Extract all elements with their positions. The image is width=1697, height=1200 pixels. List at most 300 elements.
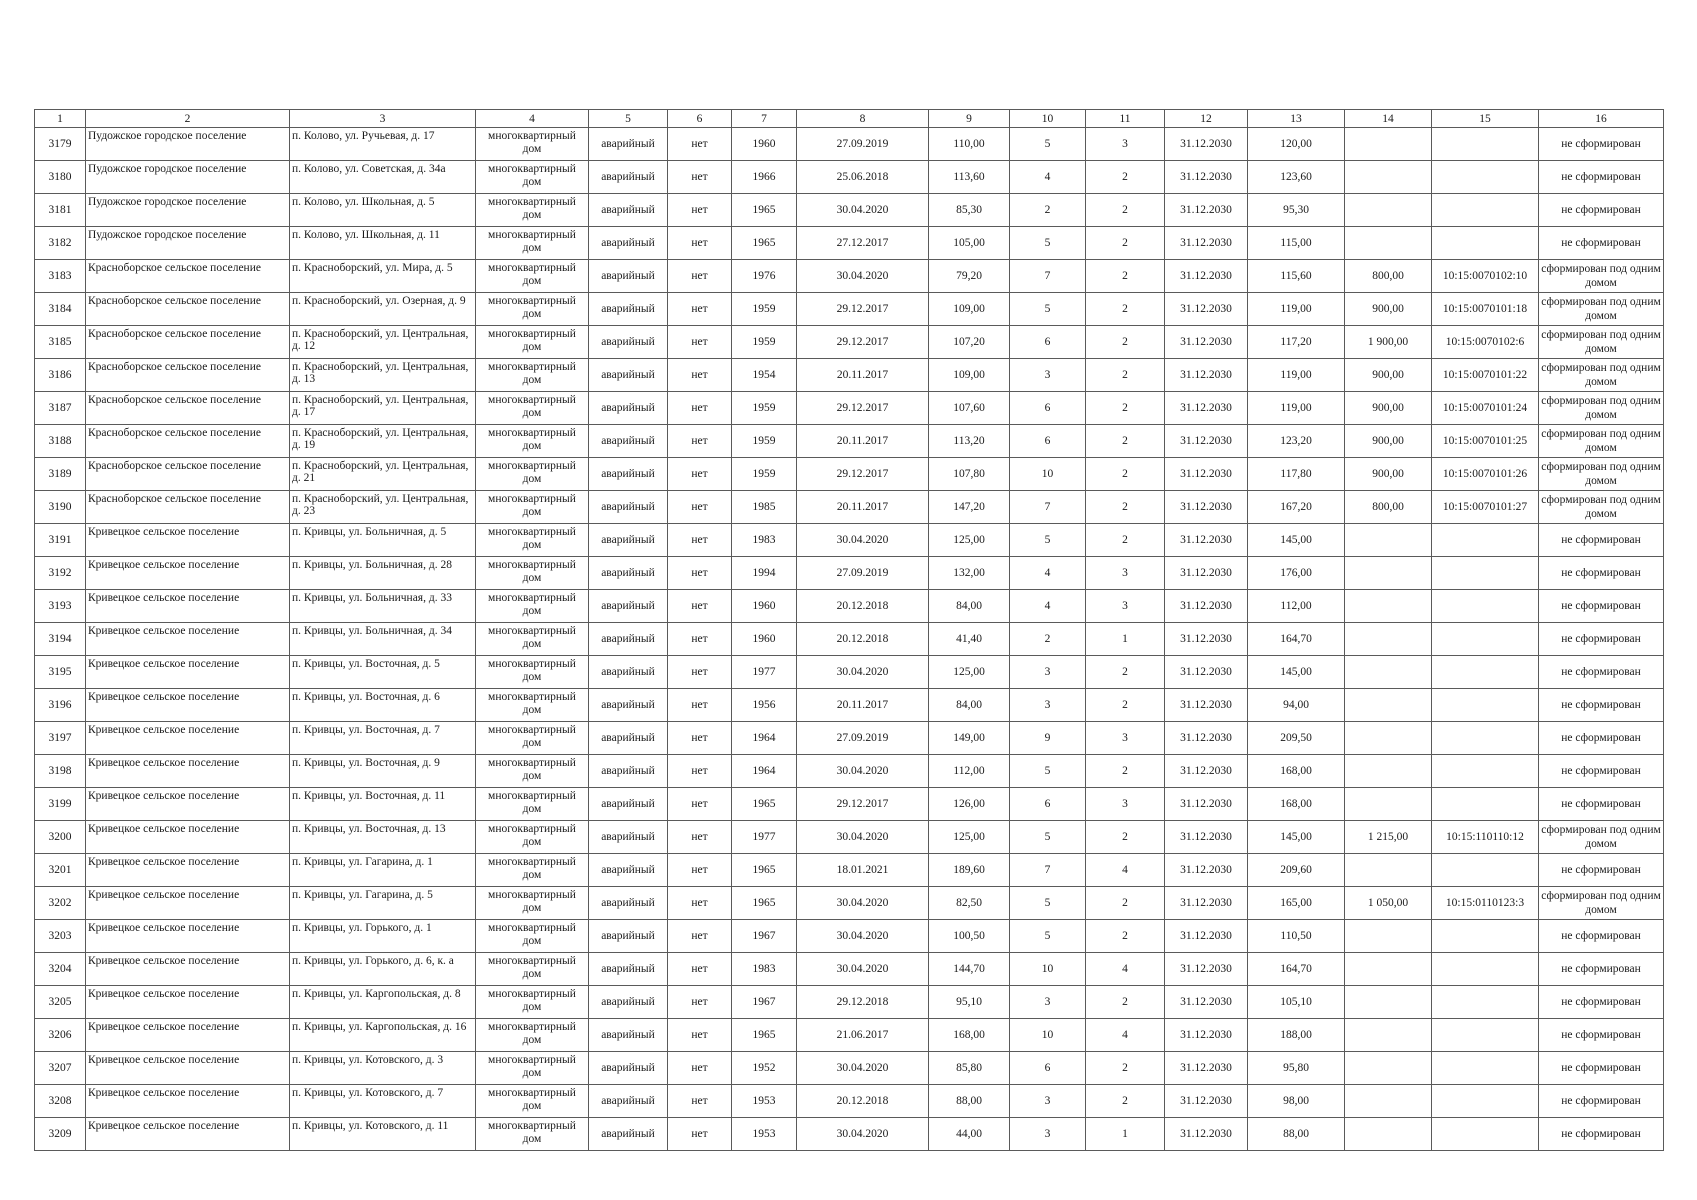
condition-cell: аварийный	[589, 1085, 668, 1118]
land-status-cell: не сформирован	[1539, 161, 1664, 194]
cadastral-number-cell	[1432, 788, 1539, 821]
cadastral-number-cell	[1432, 1052, 1539, 1085]
settlement-cell: Красноборское сельское поселение	[86, 425, 290, 458]
condition-cell: аварийный	[589, 590, 668, 623]
row-number-cell: 3206	[35, 1019, 86, 1052]
row-number-cell: 3202	[35, 887, 86, 920]
col-11-cell: 4	[1086, 854, 1165, 887]
building-type-cell: многоквартирный дом	[476, 524, 589, 557]
col-11-cell: 2	[1086, 293, 1165, 326]
land-status-cell: не сформирован	[1539, 689, 1664, 722]
year-built-cell: 1965	[732, 227, 797, 260]
residents-cell: 10	[1010, 1019, 1086, 1052]
table-row	[35, 821, 1664, 854]
deadline-cell: 31.12.2030	[1165, 755, 1248, 788]
condition-cell: аварийный	[589, 821, 668, 854]
row-number-cell: 3180	[35, 161, 86, 194]
residents-cell: 5	[1010, 920, 1086, 953]
area-cell: 168,00	[929, 1019, 1010, 1052]
year-built-cell: 1953	[732, 1085, 797, 1118]
condition-cell: аварийный	[589, 656, 668, 689]
address-cell: п. Красноборский, ул. Центральная, д. 21	[290, 458, 476, 491]
row-number-cell: 3184	[35, 293, 86, 326]
cadastral-number-cell	[1432, 920, 1539, 953]
building-type-cell: многоквартирный дом	[476, 854, 589, 887]
row-number-cell: 3197	[35, 722, 86, 755]
deadline-cell: 31.12.2030	[1165, 524, 1248, 557]
row-number-cell: 3198	[35, 755, 86, 788]
year-built-cell: 1983	[732, 524, 797, 557]
col-6-cell: нет	[668, 722, 732, 755]
table-row	[35, 1019, 1664, 1052]
col-6-cell: нет	[668, 590, 732, 623]
col-6-cell: нет	[668, 359, 732, 392]
year-built-cell: 1960	[732, 128, 797, 161]
area-cell: 189,60	[929, 854, 1010, 887]
row-number-cell: 3209	[35, 1118, 86, 1151]
col-11-cell: 2	[1086, 524, 1165, 557]
col-13-cell: 117,80	[1248, 458, 1345, 491]
deadline-cell: 31.12.2030	[1165, 326, 1248, 359]
land-area-cell	[1345, 755, 1432, 788]
settlement-cell: Красноборское сельское поселение	[86, 326, 290, 359]
col-6-cell: нет	[668, 1118, 732, 1151]
settlement-cell: Кривецкое сельское поселение	[86, 755, 290, 788]
land-status-cell: не сформирован	[1539, 986, 1664, 1019]
row-number-cell: 3193	[35, 590, 86, 623]
settlement-cell: Кривецкое сельское поселение	[86, 1019, 290, 1052]
condition-cell: аварийный	[589, 194, 668, 227]
land-status-cell: не сформирован	[1539, 623, 1664, 656]
col-11-cell: 2	[1086, 227, 1165, 260]
row-number-cell: 3204	[35, 953, 86, 986]
land-status-cell: сформирован под одним домом	[1539, 887, 1664, 920]
area-cell: 132,00	[929, 557, 1010, 590]
row-number-cell: 3200	[35, 821, 86, 854]
residents-cell: 4	[1010, 557, 1086, 590]
land-area-cell	[1345, 854, 1432, 887]
recognition-date-cell: 21.06.2017	[797, 1019, 929, 1052]
col-6-cell: нет	[668, 986, 732, 1019]
col-6-cell: нет	[668, 656, 732, 689]
row-number-cell: 3189	[35, 458, 86, 491]
deadline-cell: 31.12.2030	[1165, 854, 1248, 887]
residents-cell: 2	[1010, 623, 1086, 656]
col-6-cell: нет	[668, 755, 732, 788]
col-13-cell: 98,00	[1248, 1085, 1345, 1118]
year-built-cell: 1959	[732, 326, 797, 359]
year-built-cell: 1956	[732, 689, 797, 722]
col-11-cell: 3	[1086, 590, 1165, 623]
land-status-cell: сформирован под одним домом	[1539, 425, 1664, 458]
table-row	[35, 854, 1664, 887]
col-11-cell: 2	[1086, 458, 1165, 491]
table-row	[35, 194, 1664, 227]
year-built-cell: 1952	[732, 1052, 797, 1085]
col-11-cell: 2	[1086, 260, 1165, 293]
address-cell: п. Кривцы, ул. Каргопольская, д. 16	[290, 1019, 476, 1052]
table-row	[35, 458, 1664, 491]
row-number-cell: 3203	[35, 920, 86, 953]
condition-cell: аварийный	[589, 854, 668, 887]
address-cell: п. Кривцы, ул. Восточная, д. 7	[290, 722, 476, 755]
cadastral-number-cell	[1432, 689, 1539, 722]
recognition-date-cell: 30.04.2020	[797, 821, 929, 854]
row-number-cell: 3183	[35, 260, 86, 293]
address-cell: п. Кривцы, ул. Котовского, д. 7	[290, 1085, 476, 1118]
recognition-date-cell: 20.11.2017	[797, 425, 929, 458]
cadastral-number-cell: 10:15:0070101:26	[1432, 458, 1539, 491]
col-11-cell: 2	[1086, 986, 1165, 1019]
land-status-cell: не сформирован	[1539, 1085, 1664, 1118]
col-13-cell: 110,50	[1248, 920, 1345, 953]
settlement-cell: Кривецкое сельское поселение	[86, 524, 290, 557]
land-status-cell: не сформирован	[1539, 788, 1664, 821]
deadline-cell: 31.12.2030	[1165, 161, 1248, 194]
col-6-cell: нет	[668, 920, 732, 953]
address-cell: п. Красноборский, ул. Озерная, д. 9	[290, 293, 476, 326]
building-type-cell: многоквартирный дом	[476, 326, 589, 359]
row-number-cell: 3179	[35, 128, 86, 161]
area-cell: 147,20	[929, 491, 1010, 524]
cadastral-number-cell: 10:15:0070101:25	[1432, 425, 1539, 458]
column-number-cell: 13	[1248, 110, 1345, 128]
building-type-cell: многоквартирный дом	[476, 722, 589, 755]
building-type-cell: многоквартирный дом	[476, 1118, 589, 1151]
building-type-cell: многоквартирный дом	[476, 1052, 589, 1085]
col-6-cell: нет	[668, 788, 732, 821]
row-number-cell: 3196	[35, 689, 86, 722]
row-number-cell: 3186	[35, 359, 86, 392]
building-type-cell: многоквартирный дом	[476, 887, 589, 920]
building-type-cell: многоквартирный дом	[476, 293, 589, 326]
area-cell: 107,20	[929, 326, 1010, 359]
col-13-cell: 164,70	[1248, 623, 1345, 656]
col-13-cell: 168,00	[1248, 755, 1345, 788]
recognition-date-cell: 30.04.2020	[797, 260, 929, 293]
col-6-cell: нет	[668, 392, 732, 425]
cadastral-number-cell	[1432, 557, 1539, 590]
address-cell: п. Красноборский, ул. Мира, д. 5	[290, 260, 476, 293]
table-row	[35, 128, 1664, 161]
settlement-cell: Кривецкое сельское поселение	[86, 557, 290, 590]
col-11-cell: 3	[1086, 722, 1165, 755]
land-area-cell	[1345, 1019, 1432, 1052]
col-11-cell: 1	[1086, 623, 1165, 656]
area-cell: 125,00	[929, 656, 1010, 689]
col-13-cell: 115,60	[1248, 260, 1345, 293]
col-13-cell: 188,00	[1248, 1019, 1345, 1052]
col-6-cell: нет	[668, 689, 732, 722]
table-row	[35, 953, 1664, 986]
col-13-cell: 123,20	[1248, 425, 1345, 458]
address-cell: п. Кривцы, ул. Больничная, д. 5	[290, 524, 476, 557]
address-cell: п. Колово, ул. Школьная, д. 11	[290, 227, 476, 260]
column-number-cell: 4	[476, 110, 589, 128]
land-area-cell: 800,00	[1345, 491, 1432, 524]
area-cell: 85,30	[929, 194, 1010, 227]
col-6-cell: нет	[668, 128, 732, 161]
col-11-cell: 2	[1086, 821, 1165, 854]
deadline-cell: 31.12.2030	[1165, 128, 1248, 161]
address-cell: п. Кривцы, ул. Восточная, д. 6	[290, 689, 476, 722]
table-row	[35, 1085, 1664, 1118]
condition-cell: аварийный	[589, 557, 668, 590]
col-6-cell: нет	[668, 524, 732, 557]
cadastral-number-cell	[1432, 656, 1539, 689]
year-built-cell: 1953	[732, 1118, 797, 1151]
col-13-cell: 145,00	[1248, 821, 1345, 854]
deadline-cell: 31.12.2030	[1165, 557, 1248, 590]
col-13-cell: 119,00	[1248, 293, 1345, 326]
year-built-cell: 1965	[732, 854, 797, 887]
col-13-cell: 176,00	[1248, 557, 1345, 590]
year-built-cell: 1985	[732, 491, 797, 524]
col-13-cell: 112,00	[1248, 590, 1345, 623]
column-number-cell: 16	[1539, 110, 1664, 128]
table-row	[35, 755, 1664, 788]
land-area-cell: 1 900,00	[1345, 326, 1432, 359]
residents-cell: 5	[1010, 755, 1086, 788]
row-number-cell: 3207	[35, 1052, 86, 1085]
table-row	[35, 920, 1664, 953]
land-area-cell	[1345, 524, 1432, 557]
building-type-cell: многоквартирный дом	[476, 128, 589, 161]
table-row	[35, 293, 1664, 326]
column-number-cell: 3	[290, 110, 476, 128]
land-area-cell: 900,00	[1345, 425, 1432, 458]
condition-cell: аварийный	[589, 788, 668, 821]
residents-cell: 10	[1010, 953, 1086, 986]
land-area-cell	[1345, 656, 1432, 689]
column-number-cell: 9	[929, 110, 1010, 128]
deadline-cell: 31.12.2030	[1165, 689, 1248, 722]
col-11-cell: 2	[1086, 161, 1165, 194]
recognition-date-cell: 20.11.2017	[797, 491, 929, 524]
residents-cell: 5	[1010, 524, 1086, 557]
settlement-cell: Кривецкое сельское поселение	[86, 1052, 290, 1085]
cadastral-number-cell	[1432, 854, 1539, 887]
area-cell: 109,00	[929, 293, 1010, 326]
row-number-cell: 3199	[35, 788, 86, 821]
condition-cell: аварийный	[589, 359, 668, 392]
year-built-cell: 1977	[732, 656, 797, 689]
column-number-cell: 7	[732, 110, 797, 128]
recognition-date-cell: 30.04.2020	[797, 656, 929, 689]
column-number-cell: 6	[668, 110, 732, 128]
col-11-cell: 2	[1086, 425, 1165, 458]
cadastral-number-cell	[1432, 722, 1539, 755]
col-13-cell: 168,00	[1248, 788, 1345, 821]
recognition-date-cell: 30.04.2020	[797, 920, 929, 953]
col-13-cell: 165,00	[1248, 887, 1345, 920]
year-built-cell: 1965	[732, 887, 797, 920]
col-13-cell: 123,60	[1248, 161, 1345, 194]
year-built-cell: 1959	[732, 293, 797, 326]
land-area-cell	[1345, 623, 1432, 656]
residents-cell: 5	[1010, 821, 1086, 854]
condition-cell: аварийный	[589, 1052, 668, 1085]
deadline-cell: 31.12.2030	[1165, 1019, 1248, 1052]
col-6-cell: нет	[668, 821, 732, 854]
housing-register-table	[34, 109, 1664, 1151]
building-type-cell: многоквартирный дом	[476, 194, 589, 227]
land-area-cell	[1345, 1085, 1432, 1118]
table-row	[35, 425, 1664, 458]
area-cell: 112,00	[929, 755, 1010, 788]
address-cell: п. Кривцы, ул. Больничная, д. 28	[290, 557, 476, 590]
land-status-cell: сформирован под одним домом	[1539, 260, 1664, 293]
recognition-date-cell: 29.12.2017	[797, 458, 929, 491]
condition-cell: аварийный	[589, 458, 668, 491]
condition-cell: аварийный	[589, 722, 668, 755]
settlement-cell: Кривецкое сельское поселение	[86, 722, 290, 755]
column-number-cell: 11	[1086, 110, 1165, 128]
land-area-cell	[1345, 128, 1432, 161]
col-6-cell: нет	[668, 1019, 732, 1052]
residents-cell: 4	[1010, 161, 1086, 194]
residents-cell: 5	[1010, 887, 1086, 920]
col-6-cell: нет	[668, 293, 732, 326]
col-11-cell: 2	[1086, 359, 1165, 392]
col-11-cell: 2	[1086, 326, 1165, 359]
building-type-cell: многоквартирный дом	[476, 623, 589, 656]
residents-cell: 10	[1010, 458, 1086, 491]
area-cell: 82,50	[929, 887, 1010, 920]
residents-cell: 2	[1010, 194, 1086, 227]
recognition-date-cell: 30.04.2020	[797, 887, 929, 920]
recognition-date-cell: 30.04.2020	[797, 755, 929, 788]
condition-cell: аварийный	[589, 1019, 668, 1052]
year-built-cell: 1965	[732, 1019, 797, 1052]
col-13-cell: 94,00	[1248, 689, 1345, 722]
year-built-cell: 1965	[732, 788, 797, 821]
table-row	[35, 887, 1664, 920]
cadastral-number-cell	[1432, 128, 1539, 161]
land-status-cell: не сформирован	[1539, 920, 1664, 953]
residents-cell: 6	[1010, 392, 1086, 425]
col-6-cell: нет	[668, 557, 732, 590]
area-cell: 105,00	[929, 227, 1010, 260]
land-status-cell: сформирован под одним домом	[1539, 326, 1664, 359]
condition-cell: аварийный	[589, 491, 668, 524]
residents-cell: 6	[1010, 326, 1086, 359]
col-13-cell: 105,10	[1248, 986, 1345, 1019]
residents-cell: 7	[1010, 260, 1086, 293]
year-built-cell: 1983	[732, 953, 797, 986]
condition-cell: аварийный	[589, 260, 668, 293]
recognition-date-cell: 30.04.2020	[797, 1052, 929, 1085]
building-type-cell: многоквартирный дом	[476, 161, 589, 194]
address-cell: п. Красноборский, ул. Центральная, д. 13	[290, 359, 476, 392]
table-row	[35, 359, 1664, 392]
condition-cell: аварийный	[589, 986, 668, 1019]
col-13-cell: 88,00	[1248, 1118, 1345, 1151]
land-status-cell: не сформирован	[1539, 128, 1664, 161]
condition-cell: аварийный	[589, 524, 668, 557]
recognition-date-cell: 20.12.2018	[797, 1085, 929, 1118]
address-cell: п. Кривцы, ул. Горького, д. 6, к. а	[290, 953, 476, 986]
settlement-cell: Красноборское сельское поселение	[86, 392, 290, 425]
deadline-cell: 31.12.2030	[1165, 392, 1248, 425]
address-cell: п. Колово, ул. Советская, д. 34а	[290, 161, 476, 194]
settlement-cell: Кривецкое сельское поселение	[86, 986, 290, 1019]
recognition-date-cell: 29.12.2017	[797, 788, 929, 821]
land-area-cell	[1345, 986, 1432, 1019]
table-row	[35, 590, 1664, 623]
row-number-cell: 3185	[35, 326, 86, 359]
area-cell: 113,60	[929, 161, 1010, 194]
condition-cell: аварийный	[589, 161, 668, 194]
table-row	[35, 392, 1664, 425]
col-11-cell: 3	[1086, 788, 1165, 821]
land-status-cell: не сформирован	[1539, 1019, 1664, 1052]
row-number-cell: 3187	[35, 392, 86, 425]
area-cell: 126,00	[929, 788, 1010, 821]
land-area-cell	[1345, 557, 1432, 590]
year-built-cell: 1965	[732, 194, 797, 227]
area-cell: 85,80	[929, 1052, 1010, 1085]
row-number-cell: 3208	[35, 1085, 86, 1118]
land-area-cell	[1345, 1118, 1432, 1151]
col-13-cell: 95,80	[1248, 1052, 1345, 1085]
address-cell: п. Кривцы, ул. Восточная, д. 11	[290, 788, 476, 821]
land-area-cell	[1345, 161, 1432, 194]
col-6-cell: нет	[668, 623, 732, 656]
land-status-cell: не сформирован	[1539, 755, 1664, 788]
condition-cell: аварийный	[589, 1118, 668, 1151]
land-area-cell	[1345, 194, 1432, 227]
address-cell: п. Красноборский, ул. Центральная, д. 12	[290, 326, 476, 359]
year-built-cell: 1954	[732, 359, 797, 392]
settlement-cell: Красноборское сельское поселение	[86, 491, 290, 524]
residents-cell: 3	[1010, 1085, 1086, 1118]
residents-cell: 9	[1010, 722, 1086, 755]
settlement-cell: Пудожское городское поселение	[86, 128, 290, 161]
table-row	[35, 788, 1664, 821]
col-11-cell: 4	[1086, 953, 1165, 986]
table-row	[35, 557, 1664, 590]
settlement-cell: Кривецкое сельское поселение	[86, 623, 290, 656]
col-11-cell: 2	[1086, 491, 1165, 524]
land-status-cell: не сформирован	[1539, 1052, 1664, 1085]
land-status-cell: не сформирован	[1539, 854, 1664, 887]
settlement-cell: Пудожское городское поселение	[86, 161, 290, 194]
recognition-date-cell: 27.09.2019	[797, 128, 929, 161]
condition-cell: аварийный	[589, 128, 668, 161]
settlement-cell: Кривецкое сельское поселение	[86, 887, 290, 920]
address-cell: п. Кривцы, ул. Гагарина, д. 1	[290, 854, 476, 887]
area-cell: 95,10	[929, 986, 1010, 1019]
cadastral-number-cell	[1432, 227, 1539, 260]
building-type-cell: многоквартирный дом	[476, 1085, 589, 1118]
building-type-cell: многоквартирный дом	[476, 458, 589, 491]
cadastral-number-cell	[1432, 524, 1539, 557]
address-cell: п. Кривцы, ул. Восточная, д. 5	[290, 656, 476, 689]
land-area-cell: 900,00	[1345, 458, 1432, 491]
building-type-cell: многоквартирный дом	[476, 986, 589, 1019]
col-6-cell: нет	[668, 326, 732, 359]
cadastral-number-cell	[1432, 161, 1539, 194]
address-cell: п. Кривцы, ул. Котовского, д. 3	[290, 1052, 476, 1085]
land-status-cell: не сформирован	[1539, 227, 1664, 260]
recognition-date-cell: 20.12.2018	[797, 623, 929, 656]
recognition-date-cell: 29.12.2017	[797, 293, 929, 326]
row-number-cell: 3188	[35, 425, 86, 458]
recognition-date-cell: 18.01.2021	[797, 854, 929, 887]
area-cell: 84,00	[929, 689, 1010, 722]
deadline-cell: 31.12.2030	[1165, 227, 1248, 260]
